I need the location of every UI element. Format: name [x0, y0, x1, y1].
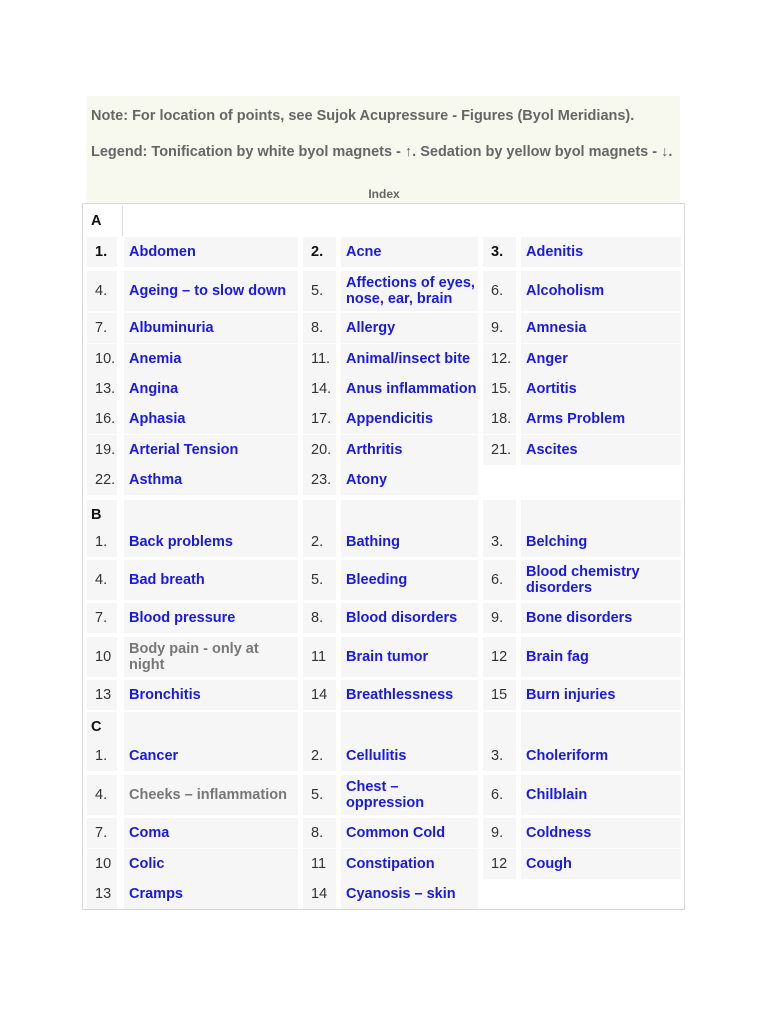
item-number: 5.: [303, 271, 336, 311]
table-row: [87, 775, 685, 815]
item-number: 14.: [303, 374, 336, 404]
item-number: 3.: [483, 237, 516, 267]
item-number: 9.: [483, 313, 516, 343]
index-link[interactable]: Coma: [124, 818, 298, 848]
item-number: 16.: [87, 404, 117, 434]
index-link[interactable]: Atony: [341, 465, 478, 495]
item-number: 21.: [483, 435, 516, 465]
index-link[interactable]: Burn injuries: [521, 680, 681, 710]
item-number: 1.: [87, 741, 117, 771]
index-link[interactable]: Arthritis: [341, 435, 478, 465]
item-number: 10: [87, 637, 117, 677]
section-row-c: [87, 712, 685, 742]
item-number: 1.: [87, 527, 117, 557]
table-row: [87, 741, 685, 771]
index-link[interactable]: Cellulitis: [341, 741, 478, 771]
item-number: 23.: [303, 465, 336, 495]
item-number: 15: [483, 680, 516, 710]
item-number: 10.: [87, 344, 117, 374]
section-row-b: [87, 500, 685, 530]
empty-cell: [303, 712, 336, 742]
index-link[interactable]: Brain fag: [521, 637, 681, 677]
item-number: 12: [483, 849, 516, 879]
table-row: [87, 849, 685, 879]
empty-cell: [124, 500, 298, 530]
item-number: [483, 879, 516, 909]
table-row: [87, 404, 685, 434]
table-row: [87, 435, 685, 465]
section-row-a: [87, 206, 685, 236]
section-letter: A: [87, 206, 123, 236]
item-number: 4.: [87, 775, 117, 815]
table-row: [87, 313, 685, 343]
table-row: [87, 637, 685, 677]
empty-cell: [521, 465, 681, 495]
item-number: 4.: [87, 560, 117, 600]
legend-text: Legend: Tonification by white byol magnets - ↑. Sedation by yellow byol magnets - ↓.: [91, 144, 673, 160]
item-number: 10: [87, 849, 117, 879]
index-link[interactable]: Anemia: [124, 344, 298, 374]
table-row: [87, 818, 685, 848]
item-number: 7.: [87, 603, 117, 633]
item-number: [483, 465, 516, 495]
index-link[interactable]: Animal/insect bite: [341, 344, 478, 374]
index-link[interactable]: Ageing – to slow down: [124, 271, 298, 311]
index-link[interactable]: Ascites: [521, 435, 681, 465]
item-number: 9.: [483, 603, 516, 633]
index-link[interactable]: Colic: [124, 849, 298, 879]
index-link[interactable]: Anger: [521, 344, 681, 374]
index-link[interactable]: Chest – oppression: [341, 775, 478, 815]
item-number: 18.: [483, 404, 516, 434]
index-caption: Index: [368, 187, 400, 201]
item-number: 2.: [303, 237, 336, 267]
index-link[interactable]: Cough: [521, 849, 681, 879]
table-row: [87, 527, 685, 557]
item-number: 3.: [483, 527, 516, 557]
item-number: 19.: [87, 435, 117, 465]
index-link[interactable]: Albuminuria: [124, 313, 298, 343]
item-number: 12.: [483, 344, 516, 374]
index-link[interactable]: Bathing: [341, 527, 478, 557]
index-link[interactable]: Bleeding: [341, 560, 478, 600]
item-number: 8.: [303, 818, 336, 848]
item-number: 15.: [483, 374, 516, 404]
item-number: 13.: [87, 374, 117, 404]
index-link[interactable]: Affections of eyes, nose, ear, brain: [341, 271, 478, 311]
index-link[interactable]: Constipation: [341, 849, 478, 879]
empty-cell: [521, 712, 681, 742]
section-letter: B: [87, 500, 117, 530]
item-number: 13: [87, 879, 117, 909]
index-link[interactable]: Cyanosis – skin: [341, 879, 478, 909]
table-row: [87, 465, 685, 495]
empty-cell: [341, 712, 478, 742]
item-number: 6.: [483, 271, 516, 311]
index-link[interactable]: Aortitis: [521, 374, 681, 404]
table-row: [87, 680, 685, 710]
index-link[interactable]: Amnesia: [521, 313, 681, 343]
index-link[interactable]: Aphasia: [124, 404, 298, 434]
index-link[interactable]: Arterial Tension: [124, 435, 298, 465]
item-number: 6.: [483, 775, 516, 815]
item-number: 20.: [303, 435, 336, 465]
table-row: [87, 237, 685, 267]
index-link[interactable]: Appendicitis: [341, 404, 478, 434]
empty-cell: [341, 500, 478, 530]
index-link[interactable]: Breathlessness: [341, 680, 478, 710]
item-number: 2.: [303, 741, 336, 771]
table-row: [87, 560, 685, 600]
item-number: 3.: [483, 741, 516, 771]
index-link[interactable]: Belching: [521, 527, 681, 557]
index-link[interactable]: Chilblain: [521, 775, 681, 815]
index-link[interactable]: Blood chemistry disorders: [521, 560, 681, 600]
index-link[interactable]: Arms Problem: [521, 404, 681, 434]
index-link[interactable]: Adenitis: [521, 237, 681, 267]
table-row: [87, 879, 685, 909]
index-link[interactable]: Blood pressure: [124, 603, 298, 633]
index-link[interactable]: Abdomen: [124, 237, 298, 267]
index-link[interactable]: Blood disorders: [341, 603, 478, 633]
index-link: Cheeks – inflammation: [124, 775, 298, 815]
index-link[interactable]: Acne: [341, 237, 478, 267]
item-number: 9.: [483, 818, 516, 848]
table-row: [87, 374, 685, 404]
item-number: 22.: [87, 465, 117, 495]
item-number: 17.: [303, 404, 336, 434]
empty-cell: [124, 712, 298, 742]
item-number: 4.: [87, 271, 117, 311]
item-number: 11: [303, 849, 336, 879]
item-number: 13: [87, 680, 117, 710]
index-link[interactable]: Common Cold: [341, 818, 478, 848]
note-text: Note: For location of points, see Sujok Acupressure - Figures (Byol Meridians).: [91, 108, 635, 124]
section-letter: C: [87, 712, 117, 742]
index-link[interactable]: Bone disorders: [521, 603, 681, 633]
item-number: 11: [303, 637, 336, 677]
index-link[interactable]: Anus inflammation: [341, 374, 478, 404]
item-number: 11.: [303, 344, 336, 374]
item-number: 14: [303, 680, 336, 710]
empty-cell: [483, 500, 516, 530]
index-link[interactable]: Asthma: [124, 465, 298, 495]
index-link[interactable]: Brain tumor: [341, 637, 478, 677]
item-number: 5.: [303, 560, 336, 600]
empty-cell: [521, 879, 681, 909]
table-row: [87, 344, 685, 374]
item-number: 6.: [483, 560, 516, 600]
table-row: [87, 603, 685, 633]
table-row: [87, 271, 685, 311]
index-link[interactable]: Alcoholism: [521, 271, 681, 311]
item-number: 12: [483, 637, 516, 677]
index-link[interactable]: Angina: [124, 374, 298, 404]
empty-cell: [303, 500, 336, 530]
item-number: 8.: [303, 313, 336, 343]
item-number: 8.: [303, 603, 336, 633]
empty-cell: [483, 712, 516, 742]
item-number: 7.: [87, 313, 117, 343]
index-link[interactable]: Coldness: [521, 818, 681, 848]
index-link[interactable]: Bronchitis: [124, 680, 298, 710]
item-number: 5.: [303, 775, 336, 815]
item-number: 7.: [87, 818, 117, 848]
index-link: Body pain - only at night: [124, 637, 298, 677]
empty-cell: [521, 500, 681, 530]
item-number: 14: [303, 879, 336, 909]
item-number: 1.: [87, 237, 117, 267]
index-link[interactable]: Choleriform: [521, 741, 681, 771]
index-link[interactable]: Cancer: [124, 741, 298, 771]
index-link[interactable]: Allergy: [341, 313, 478, 343]
index-link[interactable]: Cramps: [124, 879, 298, 909]
index-link[interactable]: Bad breath: [124, 560, 298, 600]
index-link[interactable]: Back problems: [124, 527, 298, 557]
item-number: 2.: [303, 527, 336, 557]
